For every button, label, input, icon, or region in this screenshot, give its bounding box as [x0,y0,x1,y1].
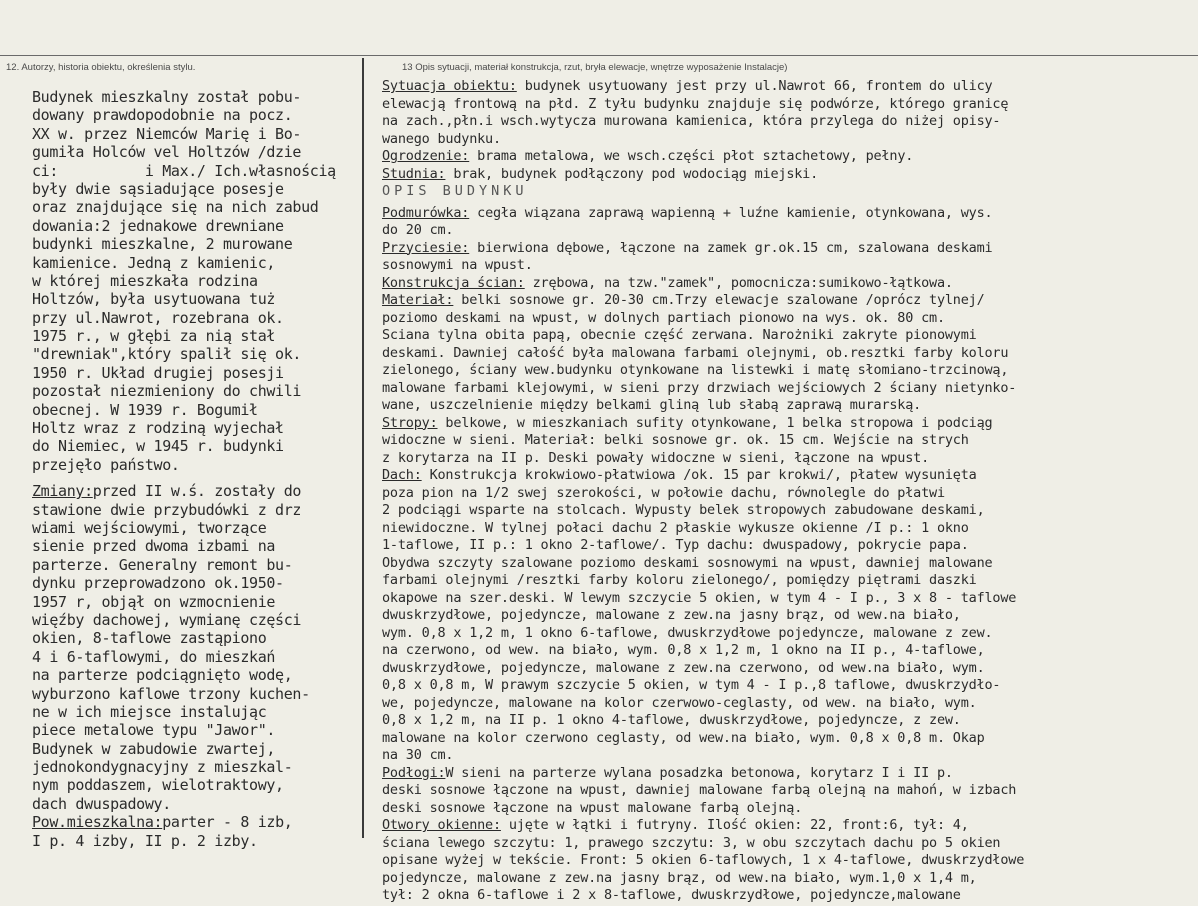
text-line: w której mieszkała rodzina [32,271,258,290]
text-line: ne w ich miejsce instalując [32,702,267,721]
text-line [382,817,1194,835]
text-line: stawione dwie przybudówki z drz [32,500,302,519]
text-line: widoczne w sieni. Materiał: belki sosnowe gr. ok. 15 cm. Wejście na strych [382,432,969,448]
ceilings-label: Stropy: [382,414,438,431]
changes-label: Zmiany: [32,482,93,501]
text-line: malowane farbami klejowymi, w sieni przy drzwiach wejściowych 2 ściany nietynko- [382,379,1017,396]
text-line [382,765,1194,783]
living-area-label: Pow.mieszkalna: [32,813,163,832]
text-line: deski sosnowe łączone na wpust malowane farbą olejną. [382,799,803,816]
text-line: obecnej. W 1939 r. Bogumił [32,400,258,419]
text-line: malowane na kolor czerwono ceglasty, od wew.na biało, wym. 0,8 x 0,8 m. Okap [382,729,985,746]
text-line: dwuskrzydłowe, pojedyncze, malowane z zew.na jasny brąz, od wew.na biało, [382,607,961,623]
section-13-header: 13 Opis sytuacji, materiał konstrukcja, rzut, bryła elewacje, wnętrze wyposażenie Instalacje) [402,62,788,73]
text-line: parterze. Generalny remont bu- [32,555,293,574]
text-line: poza pion na 1/2 swej szerokości, w połowie dachu, równolegle do płatwi [382,484,945,501]
text-line: 2 podciągi wsparte na stolcach. Wypusty belek stropowych zabudowane deskami, [382,502,985,518]
text-run: W sieni na parterze wylana posadzka betonowa, korytarz I i II p. [445,764,953,781]
text-run: budynek usytuowany jest przy ul.Nawrot 66, frontem do ulicy [516,78,993,94]
text-run: ujęte w łątki i futryny. Ilość okien: 22, front:6, tył: 4, [500,817,969,833]
text-line: sienie przed dwoma izbami na [32,537,276,556]
floors-label: Podłogi: [382,764,446,781]
roof-label: Dach: [382,467,422,483]
text-line: deskami. Dawniej całość była malowana farbami olejnymi, ob.resztki farby koloru [382,344,1009,361]
text-line: 0,8 x 0,8 m, W prawym szczycie 5 okien, w tym 4 - I p.,8 taflowe, dwuskrzydło- [382,677,1001,693]
changes-section [32,482,362,813]
text-line: dach dwuspadowy. [32,794,171,813]
text-line: dowany prawdopodobnie na pocz. [32,106,293,125]
fence-label: Ogrodzenie: [382,148,470,164]
text-line: na czerwono, od wew. na biało, wym. 0,8 x 1,2 m, 1 okno na II p., 4-taflowe, [382,642,985,658]
text-line: okapowe na szer.deski. W lewym szczycie 5 okien, w tym 4 - I p., 3 x 8 - taflowe [382,589,1017,606]
text-run: brak, budynek podłączony pod wodociąg miejski. [445,165,819,182]
text-line: dowania:2 jednakowe drewniane [32,216,284,235]
text-line: Sciana tylna obita papą, obecnie część zerwana. Narożniki zakryte pionowymi [382,327,977,343]
header-rule [0,55,1198,56]
text-line: więźby dachowej, wymianę części [32,610,302,629]
history-text [32,88,362,474]
text-line: XX w. przez Niemców Marię i Bo- [32,124,302,143]
text-line: okien, 8-taflowe zastąpiono [32,629,267,648]
text-line: wyburzono kaflowe trzony kuchen- [32,684,310,703]
building-description-heading: OPIS BUDYNKU [382,183,528,199]
sill-label: Przyciesie: [382,239,470,256]
text-line [382,78,1194,96]
text-line: opisane wyżej w tekście. Front: 5 okien 6-taflowych, 1 x 4-taflowe, dwuskrzydłowe [382,852,1025,868]
description-column [382,78,1194,905]
text-line: z korytarza na II p. Deski powały widoczne w sieni, łączone na wpust. [382,449,930,466]
text-line: tył: 2 okna 6-taflowe i 2 x 8-taflowe, dwuskrzydłowe, pojedyncze,malowane [382,887,961,903]
material-label: Materiał: [382,292,454,308]
text-line: elewacją frontową na płd. Z tyłu budynku znajduje się podwórze, którego granicę [382,95,1009,112]
text-line: poziomo deskami na wpust, w dolnych partiach pionowo na wys. ok. 80 cm. [382,309,945,326]
text-line: deski sosnowe łączone na wpust, dawniej malowane farbą olejną na mahoń, w izbach [382,782,1017,798]
text-line: budynki mieszkalne, 2 murowane [32,235,293,254]
section-12-header: 12. Autorzy, historia obiektu, określenia stylu. [6,62,196,73]
text-line: sosnowymi na wpust. [382,257,533,273]
text-line [382,205,1194,223]
text-line [382,415,1194,433]
text-line: kamienice. Jedną z kamienic, [32,253,276,272]
text-run: Konstrukcja krokwiowo-płatwiowa /ok. 15 par krokwi/, płatew wysunięta [421,467,977,483]
text-line: wym. 0,8 x 1,2 m, 1 okno 6-taflowe, dwuskrzydłowe pojedyncze, malowane z zew. [382,624,993,641]
text-run: bierwiona dębowe, łączone na zamek gr.ok.15 cm, szalowana deskami [469,239,993,256]
text-line [32,482,362,500]
text-line [382,275,1194,293]
history-column [32,88,362,850]
text-line: jednokondygnacyjny z mieszkal- [32,758,293,777]
text-line: przejęło państwo. [32,455,180,474]
text-run: cegła wiązana zaprawą wapienną + luźne kamienie, otynkowana, wys. [469,204,993,221]
text-line: dwuskrzydłowe, pojedyncze, malowane z zew.na czerwono, od wew.na biało, wym. [382,659,985,676]
text-line: ściana lewego szczytu: 1, prawego szczytu: 3, w obu szczytach dachu po 5 okien [382,834,1001,851]
text-line: niewidoczne. W tylnej połaci dachu 2 płaskie wykusze okienne /I p.: 1 okno [382,519,969,536]
text-run: belkowe, w mieszkaniach sufity otynkowane, 1 belka stropowa i podciąg [437,414,993,431]
text-line: ci: i Max./ Ich.własnością [32,161,336,180]
text-line: "drewniak",który spalił się ok. [32,345,302,364]
text-line: 1975 r., w głębi za nią stał [32,327,276,346]
text-line: wiami wejściowymi, tworzące [32,518,267,537]
text-line: na zach.,płn.i wsch.wytycza murowana kamienica, która przylega do niżej opisy- [382,113,1001,129]
text-run: parter - 8 izb, [162,813,293,832]
text-line: we, pojedyncze, malowane na kolor czerwowo-ceglasty, od wew. na biało, wym. [382,694,977,711]
text-line: Obydwa szczyty szalowane poziomo deskami sosnowymi na wpust, dawniej malowane [382,554,993,571]
situation-label: Sytuacja obiektu: [382,78,517,94]
fence-line [382,148,1194,166]
text-line: I p. 4 izby, II p. 2 izby. [32,831,258,850]
living-area-section [32,813,362,850]
text-line: 1950 r. Układ drugiej posesji [32,363,284,382]
text-line: Holtzów, była usytuowana tuż [32,290,276,309]
text-line: na 30 cm. [382,747,454,763]
text-line: piece metalowe typu "Jawor". [32,721,276,740]
text-line: 1957 r, objął on wzmocnienie [32,592,276,611]
text-run: brama metalowa, we wsch.części płot sztachetowy, pełny. [469,148,914,164]
text-line: przy ul.Nawrot, rozebrana ok. [32,308,284,327]
text-line: wanego budynku. [382,130,501,147]
text-line: pozostał niezmieniony do chwili [32,382,302,401]
text-line: Budynek w zabudowie zwartej, [32,739,276,758]
text-line: do Niemiec, w 1945 r. budynki [32,437,284,456]
text-line: były dwie sąsiadujące posesje [32,179,284,198]
text-run: belki sosnowe gr. 20-30 cm.Trzy elewacje szalowane /oprócz tylnej/ [453,292,985,308]
text-line: wane, uszczelnienie między belkami gliną lub słabą zaprawą murarską. [382,397,922,413]
text-line [32,813,362,831]
text-line: Holtz wraz z rodziną wyjechał [32,419,284,438]
text-line [382,240,1194,258]
text-run: zrębowa, na tzw."zamek", pomocnicza:sumikowo-łątkowa. [524,274,953,291]
text-line: nym poddaszem, wielotraktowy, [32,776,284,795]
text-line: 4 i 6-taflowymi, do mieszkań [32,647,276,666]
well-line [382,166,1194,184]
column-divider [362,58,364,838]
text-line: Budynek mieszkalny został pobu- [32,88,302,106]
text-line: dynku przeprowadzono ok.1950- [32,574,284,593]
text-line: na parterze podciągnięto wodę, [32,666,293,685]
text-line: 0,8 x 1,2 m, na II p. 1 okno 4-taflowe, dwuskrzydłowe, pojedyncze, z zew. [382,712,961,728]
situation-section [382,78,1194,148]
well-label: Studnia: [382,165,446,182]
text-line: 1-taflowe, II p.: 1 okno 2-taflowe/. Typ dachu: dwuspadowy, pokrycie papa. [382,537,969,553]
windows-label: Otwory okienne: [382,817,501,833]
text-line: pojedyncze, malowane z zew.na jasny brąz, od wew.na biało, wym.1,0 x 1,4 m, [382,869,977,886]
text-line: do 20 cm. [382,222,454,238]
text-line: zielonego, ściany wew.budynku otynkowane na listewki i matę słomiano-trzcinową, [382,362,1009,378]
text-line: farbami olejnymi /resztki farby koloru zielonego/, pomiędzy piętrami daszki [382,572,977,588]
text-line [382,292,1194,310]
text-run: przed II w.ś. zostały do [92,482,302,501]
text-line [382,467,1194,485]
text-line: gumiła Holców vel Holtzów /dzie [32,143,302,162]
text-line: oraz znajdujące się na nich zabud [32,198,319,217]
wall-construction-label: Konstrukcja ścian: [382,274,525,291]
foundation-label: Podmurówka: [382,204,470,221]
